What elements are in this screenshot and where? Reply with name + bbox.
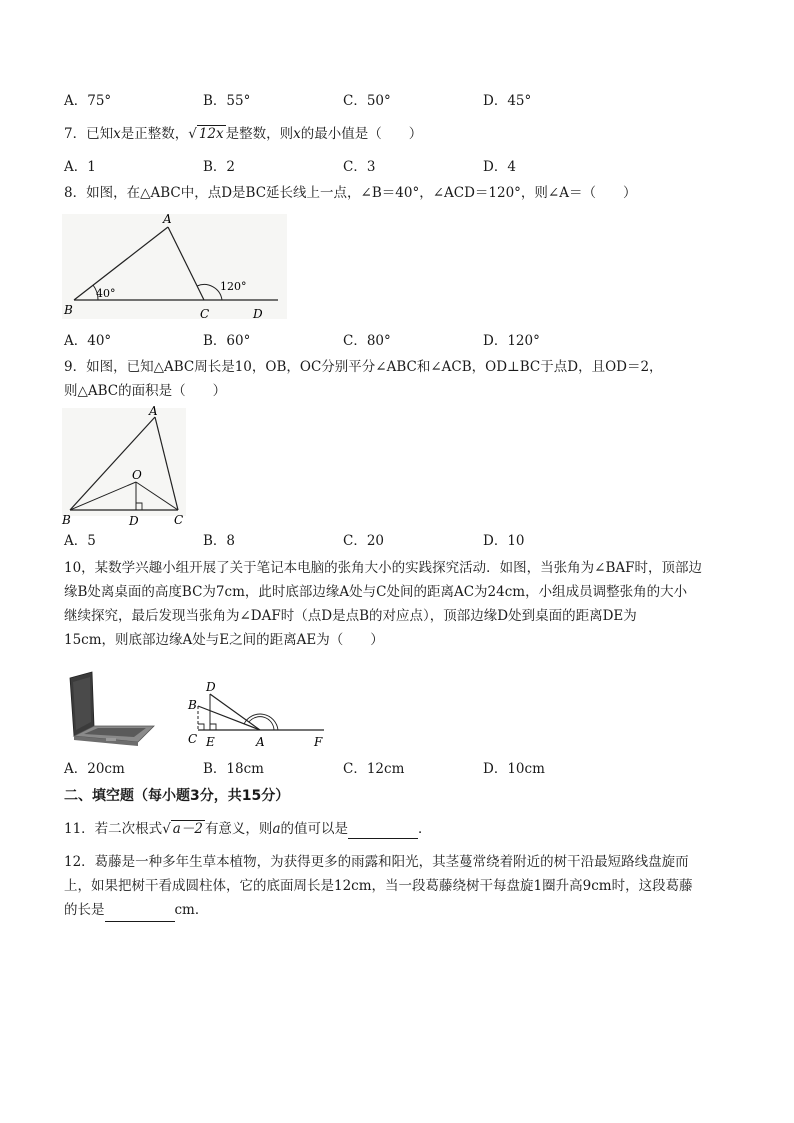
q8-label-c: C <box>200 307 210 321</box>
q8-label-d: D <box>253 307 263 321</box>
q6-option-d: D．45° <box>483 93 532 109</box>
q8-option-c: C．80° <box>343 333 391 349</box>
q11-var-a: a <box>272 821 281 837</box>
q9-label-o: O <box>132 468 142 482</box>
q8-figure-bg <box>62 214 287 319</box>
q10-stem <box>64 556 734 652</box>
q10-label-d: D <box>206 680 216 694</box>
q6-option-b: B．55° <box>203 93 251 109</box>
q11-sqrt: √ a－2 <box>162 821 203 837</box>
q11-text-1: 11．若二次根式 <box>64 821 163 837</box>
q12-text-before-blank: 的长是 <box>64 902 105 918</box>
q7-var-x: x <box>113 126 121 142</box>
q8-label-b: B <box>64 303 73 317</box>
q8-angle-b-label: 40° <box>96 287 116 300</box>
q11-text-2: 有意义，则 <box>204 821 273 837</box>
q10-label-c: C <box>188 732 198 746</box>
q10-line-1: 10，某数学兴趣小组开展了关于笔记本电脑的张角大小的实践探究活动．如图，当张角为∠BAF时，顶部边 <box>64 560 703 576</box>
q8-option-d: D．120° <box>483 333 540 349</box>
q10-line-3: 继续探究，最后发现当张角为∠DAF时（点D是点B的对应点），顶部边缘D处到桌面的距离DE为 <box>64 608 637 624</box>
q8-stem: 8．如图，在△ABC中，点D是BC延长线上一点，∠B＝40°，∠ACD＝120°，则∠A＝（ ） <box>64 185 637 201</box>
q9-line-1: 9．如图，已知△ABC周长是10，OB，OC分别平分∠ABC和∠ACB，OD⊥BC于点D，且OD＝2， <box>64 359 663 375</box>
q12-stem <box>64 850 734 922</box>
q7-var-x2: x <box>293 126 301 142</box>
q10-right-angle-c <box>198 724 204 730</box>
q8-option-a: A．40° <box>64 333 112 349</box>
q9-figure-bg <box>62 408 186 516</box>
q10-line-ba <box>198 706 260 730</box>
q9-line-2: 则△ABC的面积是（ ） <box>64 383 227 399</box>
q8-option-b: B．60° <box>203 333 251 349</box>
q10-right-angle-e <box>210 724 216 730</box>
q7-text-4: 的最小值是（ ） <box>300 126 423 142</box>
q6-option-a: A．75° <box>64 93 112 109</box>
q9-label-d: D <box>129 514 139 528</box>
q10-line-2: 缘B处离桌面的高度BC为7cm，此时底部边缘A处与C处间的距离AC为24cm，小组成员调整张角的大小 <box>64 584 688 600</box>
q9-option-b: B．8 <box>203 533 236 549</box>
q12-line-3 <box>64 898 734 922</box>
q11-text-3: 的值可以是 <box>280 821 348 837</box>
q7-stem <box>64 124 422 144</box>
laptop-trackpad <box>106 738 116 741</box>
q8-label-a: A <box>163 212 172 226</box>
q9-label-a: A <box>149 404 158 418</box>
q7-text-2: 是正整数， <box>120 126 189 142</box>
q10-line-da <box>210 694 260 730</box>
q7-option-c: C．3 <box>343 159 376 175</box>
q10-figure <box>186 680 331 750</box>
laptop-screen-panel <box>73 677 91 730</box>
q10-label-f: F <box>314 735 323 749</box>
q9-option-a: A．5 <box>64 533 96 549</box>
q10-option-d: D．10cm <box>483 761 545 777</box>
q10-label-a: A <box>256 735 265 749</box>
q9-label-b: B <box>62 513 71 527</box>
q7-radicand: 12x <box>198 126 224 142</box>
q7-text-1: 7．已知 <box>64 126 114 142</box>
q8-angle-acd-label: 120° <box>220 280 247 293</box>
q11-stem <box>64 819 432 839</box>
laptop-illustration <box>64 670 156 750</box>
q10-arc-daf <box>249 717 274 730</box>
q10-option-b: B．18cm <box>203 761 264 777</box>
q12-line-2: 上，如果把树干看成圆柱体，它的底面周长是12cm，当一段葛藤绕树干每盘旋1圈升高9cm时，这段葛藤 <box>64 878 693 894</box>
q7-text-3: 是整数，则 <box>225 126 294 142</box>
q8-figure <box>60 210 290 325</box>
q12-text-unit: cm． <box>174 902 209 918</box>
section-fill-in-title: 二、填空题（每小题3分，共15分） <box>64 788 290 804</box>
q10-line-4: 15cm，则底部边缘A处与E之间的距离AE为（ ） <box>64 632 384 648</box>
q7-sqrt: √ 12x <box>188 126 224 142</box>
q7-option-d: D．4 <box>483 159 516 175</box>
q9-label-c: C <box>174 513 184 527</box>
q11-text-4: ． <box>418 821 432 837</box>
q12-line-1: 12．葛藤是一种多年生草本植物，为获得更多的雨露和阳光，其茎蔓常绕着附近的树干沿最短路线盘旋而 <box>64 854 689 870</box>
q10-option-a: A．20cm <box>64 761 125 777</box>
q9-stem <box>64 355 734 403</box>
q10-option-c: C．12cm <box>343 761 405 777</box>
q9-option-c: C．20 <box>343 533 385 549</box>
q9-option-d: D．10 <box>483 533 525 549</box>
q10-label-e: E <box>206 735 215 749</box>
q12-answer-blank[interactable] <box>105 905 175 922</box>
q10-label-b: B <box>188 698 197 712</box>
q6-option-c: C．50° <box>343 93 391 109</box>
q7-option-a: A．1 <box>64 159 96 175</box>
q7-option-b: B．2 <box>203 159 236 175</box>
q11-answer-blank[interactable] <box>348 822 418 839</box>
q9-figure <box>60 404 190 529</box>
q11-radicand: a－2 <box>172 821 203 837</box>
